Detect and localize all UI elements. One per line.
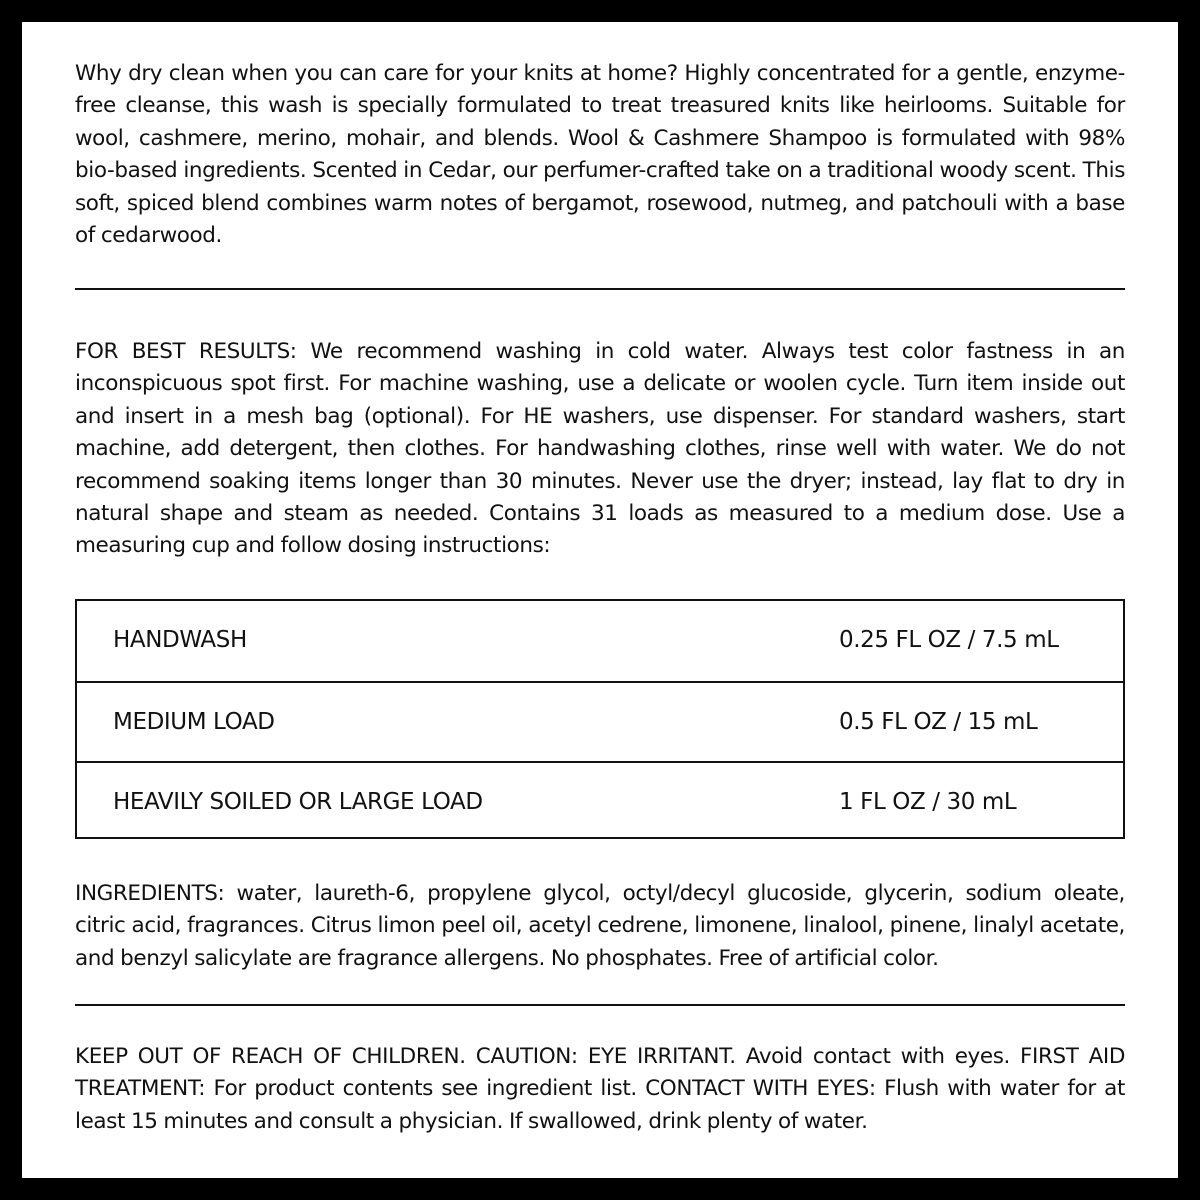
dosing-amount: 1 FL OZ / 30 mL (839, 789, 1017, 815)
dosing-label: HEAVILY SOILED OR LARGE LOAD (113, 789, 483, 815)
dosing-amount: 0.25 FL OZ / 7.5 mL (839, 627, 1059, 653)
best-results-instructions: FOR BEST RESULTS: We recommend washing in cold water. Always test color fastness in an inconspicuous spot first. For machine washing, use a delicate or woolen cycle. Turn item inside out and insert in a mesh bag (optional). For HE washers, use dispenser. For standard washers, start machine, add detergent, then clothes. For handwashing clothes, rinse well with water. We do not recommend soaking items longer than 30 minutes. Never use the dryer; instead, lay flat to dry in natural shape and steam as needed. Contains 31 loads as measured to a medium dose. Use a measuring cup and follow dosing instructions: (75, 339, 1125, 559)
dosing-label: HANDWASH (113, 627, 247, 653)
divider-top (75, 288, 1125, 290)
label-panel (22, 22, 1178, 1178)
dosing-label: MEDIUM LOAD (113, 709, 275, 735)
dosing-amount: 0.5 FL OZ / 15 mL (839, 709, 1038, 735)
dosing-row-medium-load (77, 681, 1123, 762)
safety-warning: KEEP OUT OF REACH OF CHILDREN. CAUTION: EYE IRRITANT. Avoid contact with eyes. FIRST AID TREATMENT: For product contents see ingredient list. CONTACT WITH EYES: Flush with water for at least 15 minutes and consult a physician. If swallowed, drink plenty of water. (75, 1044, 1125, 1134)
dosing-table (75, 599, 1125, 839)
product-description: Why dry clean when you can care for your knits at home? Highly concentrated for a gentle, enzyme-free cleanse, this wash is specially formulated to treat treasured knits like heirlooms. Suitable for wool, cashmere, merino, mohair, and blends. Wool & Cashmere Shampoo is formulated with 98% bio-based ingredients. Scented in Cedar, our perfumer-crafted take on a traditional woody scent. This soft, spiced blend combines warm notes of bergamot, rosewood, nutmeg, and patchouli with a base of cedarwood. (75, 61, 1125, 249)
dosing-row-handwash (77, 601, 1123, 680)
dosing-row-large-load (77, 761, 1123, 842)
divider-bottom (75, 1004, 1125, 1006)
ingredients-list: INGREDIENTS: water, laureth-6, propylene glycol, octyl/decyl glucoside, glycerin, sodium oleate, citric acid, fragrances. Citrus limon peel oil, acetyl cedrene, limonene, linalool, pinene, linalyl acetate, and benzyl salicylate are fragrance allergens. No phosphates. Free of artificial color. (75, 881, 1125, 971)
